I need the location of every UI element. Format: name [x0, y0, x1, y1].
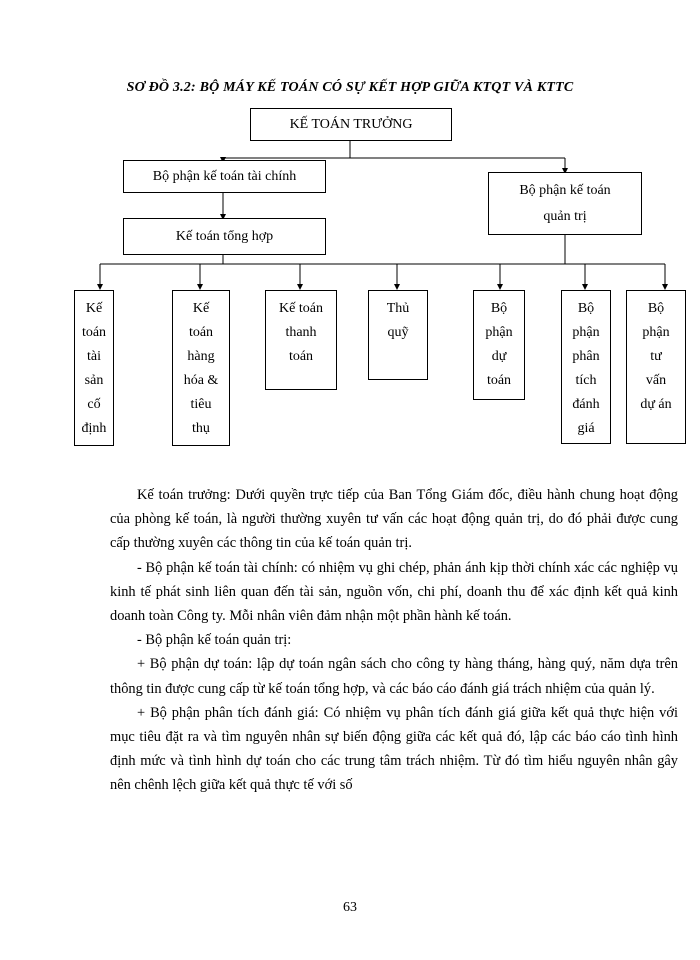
box-fixed-asset-accounting	[74, 290, 114, 446]
box-financial-accounting-label: Bộ phận kế toán tài chính	[152, 168, 297, 184]
unit-line: đánh	[572, 397, 600, 412]
box-cashier	[368, 290, 428, 380]
box-payment-accounting	[265, 290, 337, 390]
box-financial-accounting	[123, 160, 326, 193]
unit-line: thụ	[192, 421, 210, 436]
unit-line: thanh	[285, 325, 317, 340]
unit-line: quỹ	[387, 325, 409, 340]
unit-line: vấn	[645, 373, 667, 388]
unit-line: cố	[87, 397, 101, 412]
unit-line: tiêu	[190, 397, 212, 412]
unit-line: toán	[486, 373, 512, 388]
unit-line: Kế	[85, 301, 103, 316]
unit-line: Thủ	[386, 301, 410, 316]
box-general-accounting-label: Kế toán tổng hợp	[175, 228, 274, 244]
paragraph-analysis-department: + Bộ phận phân tích đánh giá: Có nhiệm vụ phân tích đánh giá giữa kết quả thực hiện với mục tiêu đặt ra và tìm nguyên nhân sự biến động giữa các kết quả đó, lập các báo cáo tình hình định mức và tình hình dự toán cho các trung tâm trách nhiệm. Từ đó tìm hiểu nguyên nhân gây nên chênh lệch giữa kết quả thực tế với số	[110, 704, 678, 794]
box-budget-department	[473, 290, 525, 400]
diagram-title: SƠ ĐỒ 3.2: BỘ MÁY KẾ TOÁN CÓ SỰ KẾT HỢP GIỮA KTQT VÀ KTTC	[126, 80, 574, 95]
unit-line: Kế toán	[279, 301, 323, 316]
page-number: 63	[343, 900, 357, 915]
unit-line: Bộ	[490, 301, 508, 316]
unit-line: tài	[87, 349, 101, 364]
unit-line: toán	[288, 349, 314, 364]
unit-line: phân	[572, 349, 600, 364]
body-text	[110, 483, 678, 798]
box-management-accounting-line1: Bộ phận kế toán	[519, 182, 611, 198]
box-analysis-evaluation-department	[561, 290, 611, 444]
unit-line: định	[81, 421, 107, 436]
unit-line: hóa &	[183, 373, 219, 388]
paragraph-chief-accountant: Kế toán trưởng: Dưới quyền trực tiếp của Ban Tổng Giám đốc, điều hành chung hoạt động của phòng kế toán, là người thường xuyên tư vấn các hoạt động quản trị, do đó phải được cung cấp thường xuyên các thông tin của kế toán quản trị.	[110, 487, 678, 552]
paragraph-management-accounting: - Bộ phận kế toán quản trị:	[137, 632, 292, 649]
unit-line: phận	[642, 325, 670, 340]
box-chief-accountant-label: KẾ TOÁN TRƯỞNG	[289, 116, 413, 132]
unit-line: giá	[577, 421, 595, 436]
box-chief-accountant	[250, 108, 452, 141]
unit-line: dự	[491, 349, 507, 364]
unit-line: tư	[650, 349, 662, 364]
paragraph-financial-accounting: - Bộ phận kế toán tài chính: có nhiệm vụ ghi chép, phản ánh kịp thời chính xác các nghiệp vụ kinh tế phát sinh liên quan đến tài sản, nguồn vốn, chi phí, doanh thu để xác định kết quả kinh doanh toàn Công ty. Mỗi nhân viên đảm nhận một phần hành kế toán.	[110, 559, 678, 625]
box-management-accounting-line2: quản trị	[543, 208, 587, 224]
unit-line: phận	[485, 325, 513, 340]
unit-line: Bộ	[577, 301, 595, 316]
box-management-accounting	[488, 172, 642, 235]
box-project-consulting-department	[626, 290, 686, 444]
unit-line: tích	[575, 373, 597, 388]
unit-line: phận	[572, 325, 600, 340]
unit-line: Bộ	[647, 301, 665, 316]
unit-line: toán	[188, 325, 214, 340]
paragraph-budget-department: + Bộ phận dự toán: lập dự toán ngân sách cho công ty hàng tháng, hàng quý, năm dựa trên thông tin được cung cấp từ kế toán tổng hợp, và các báo cáo đánh giá trách nhiệm của quản lý.	[110, 656, 678, 697]
unit-line: sản	[84, 373, 104, 388]
unit-line: Kế	[192, 301, 210, 316]
unit-line: toán	[81, 325, 107, 340]
unit-line: dự án	[640, 397, 672, 412]
box-general-accounting	[123, 218, 326, 255]
box-goods-sales-accounting	[172, 290, 230, 446]
unit-line: hàng	[187, 349, 215, 364]
